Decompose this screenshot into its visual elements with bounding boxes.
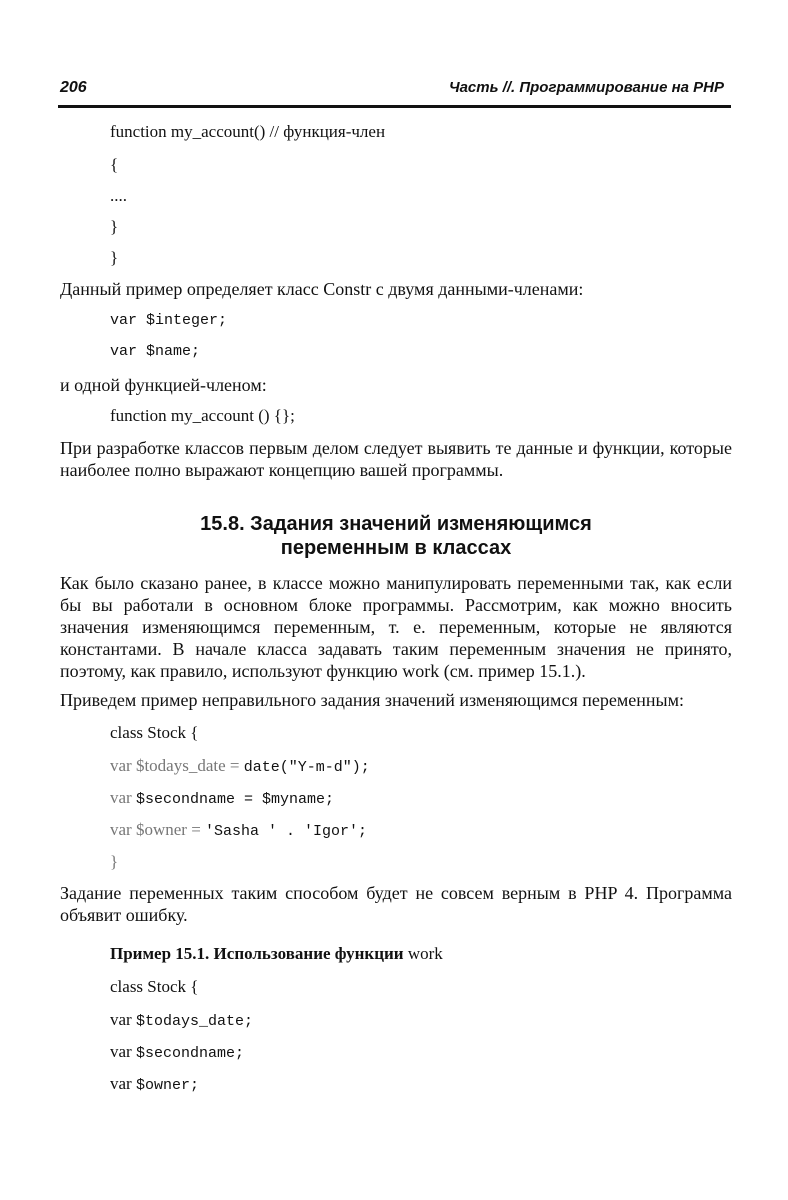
code-value: date("Y-m-d"); [243, 759, 370, 776]
code-keyword: var [110, 788, 136, 807]
code-line: function my_account() // функция-член [110, 122, 386, 141]
section-heading [60, 512, 732, 560]
code-line: class Stock { [110, 977, 199, 996]
code-line [110, 756, 370, 776]
code-value: 'Sasha ' . 'Igor'; [205, 823, 368, 840]
example-caption [110, 944, 443, 964]
code-line [110, 1010, 253, 1030]
paragraph: Как было сказано ранее, в классе можно манипулировать переменными так, как если бы вы работали в основном блоке программы. Рассмотрим, как можно вносить значения изменяющимся переменным, т. е. переменным, которые не являются константами. В начале класса задавать таким переменным значения не принято, поэтому, как правило, используют функцию work (см. пример 15.1.). [60, 573, 732, 681]
code-keyword: var $todays_date = [110, 756, 244, 775]
code-line: class Stock { [110, 723, 199, 742]
paragraph: Задание переменных таким способом будет не совсем верным в PHP 4. Программа объявит ошибку. [60, 883, 732, 925]
code-line: var $integer; [110, 312, 228, 329]
code-line: .... [110, 186, 127, 205]
section-title-line-1: 15.8. Задания значений изменяющимся [200, 513, 592, 535]
page-number: 206 [60, 79, 87, 96]
running-header: Часть //. Программирование на РНР [448, 79, 724, 96]
code-line: function my_account () {}; [110, 406, 295, 425]
code-line [110, 820, 367, 840]
paragraph: Данный пример определяет класс Constr с двумя данными-членами: [60, 279, 584, 299]
paragraph: Приведем пример неправильного задания значений изменяющимся переменным: [60, 690, 684, 710]
code-line: { [110, 155, 119, 174]
example-caption-bold: Пример 15.1. Использование функции [110, 944, 404, 963]
code-value: $secondname; [135, 1045, 244, 1062]
code-keyword: var [110, 1010, 136, 1029]
section-title-line-2: переменным в классах [280, 537, 512, 559]
example-caption-rest: work [403, 944, 443, 963]
code-value: $todays_date; [135, 1013, 253, 1030]
code-line: } [110, 852, 119, 871]
code-value: $secondname = $myname; [135, 791, 335, 808]
code-keyword: var [110, 1042, 136, 1061]
code-line: } [110, 217, 119, 236]
code-keyword: var $owner = [110, 820, 206, 839]
code-keyword: var [110, 1074, 136, 1093]
code-line: } [110, 248, 119, 267]
code-line [110, 1042, 244, 1062]
header-rule [58, 105, 731, 108]
code-line [110, 1074, 199, 1094]
code-value: $owner; [135, 1077, 199, 1094]
paragraph: и одной функцией-членом: [60, 375, 267, 395]
code-line: var $name; [110, 343, 201, 360]
paragraph: При разработке классов первым делом следует выявить те данные и функции, которые наиболее полно выражают концепцию вашей программы. [60, 438, 732, 480]
code-line [110, 788, 334, 808]
